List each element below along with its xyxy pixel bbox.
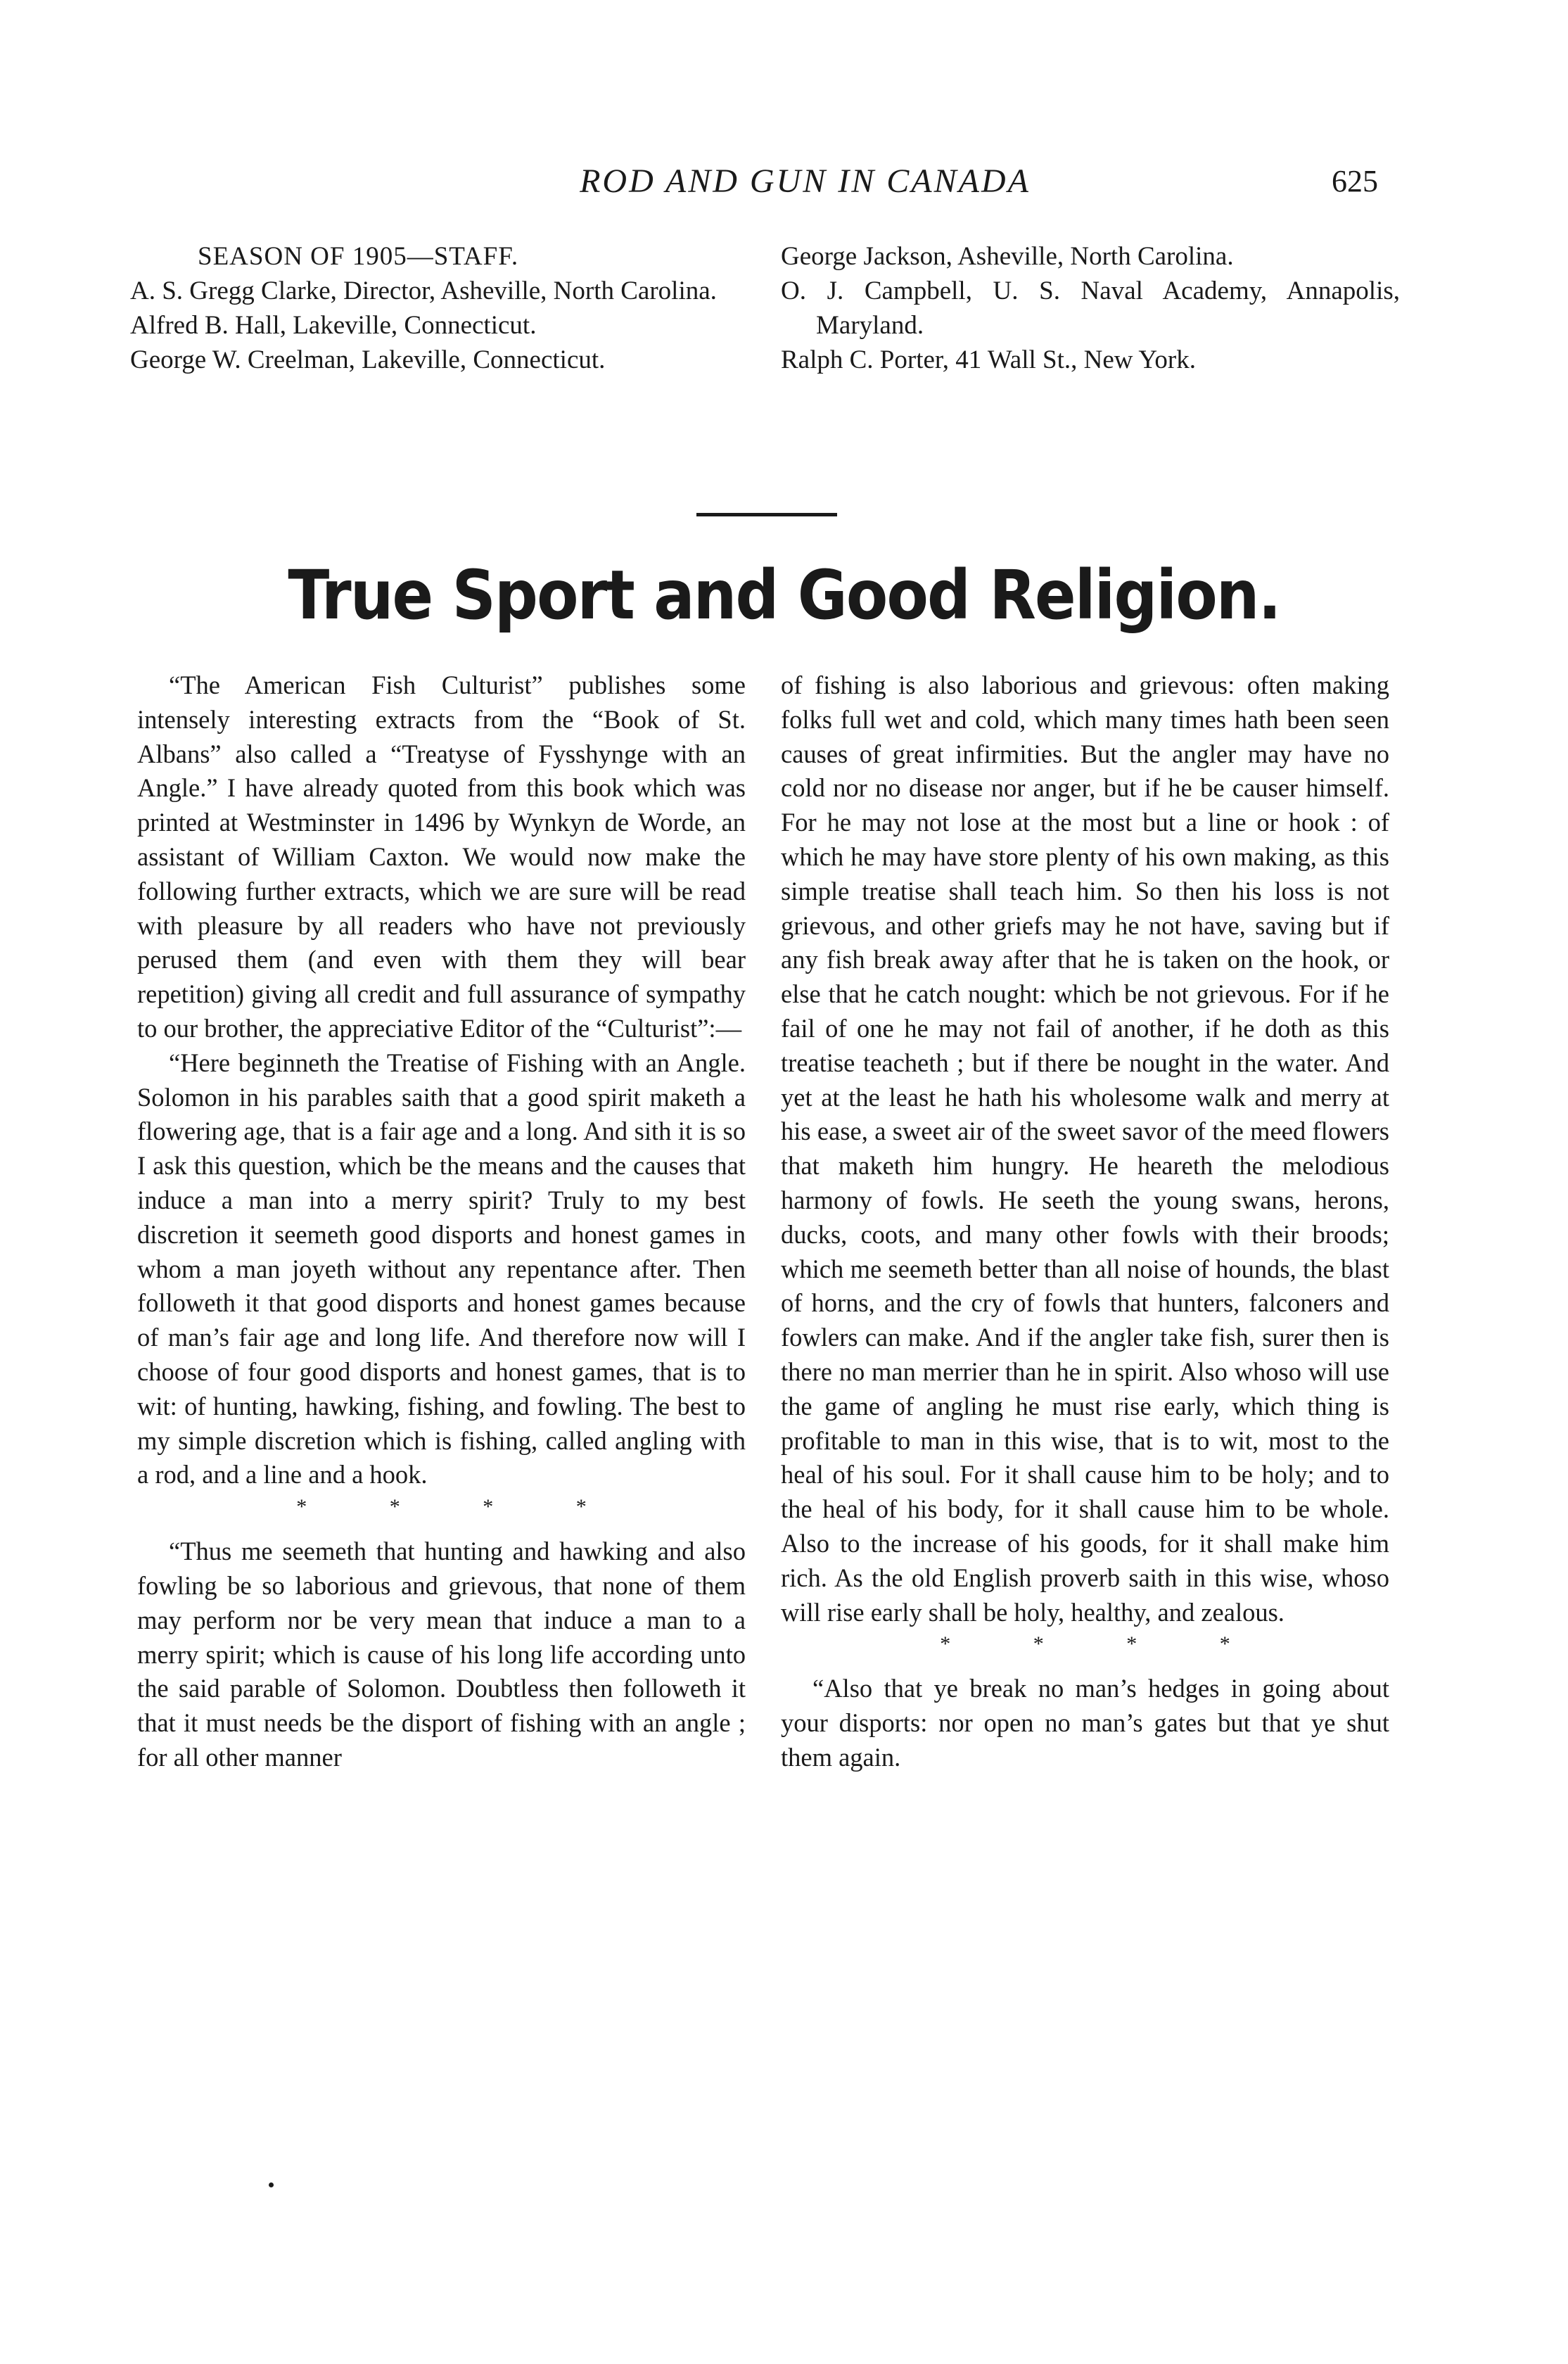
article-paragraph: “Thus me seemeth that hunting and hawking and also fowling be so laborious and grievous, that none of them may perform nor be very mean that induce a man to a merry spirit; which is cause of his long life according unto the said parable of Solomon. Doubtless then followeth it that it must needs be the disport of fishing with an angle ; for all other manner	[137, 1537, 746, 1772]
article-paragraph: “Also that ye break no man’s hedges in going about your disports: nor open no man’s gates but that ye shut them again.	[781, 1674, 1389, 1772]
article-column-left	[137, 668, 746, 1775]
staff-entry: A. S. Gregg Clarke, Director, Asheville, North Carolina.	[130, 277, 717, 305]
article-paragraph: of fishing is also laborious and grievous: often making folks full wet and cold, which many times hath been seen causes of great infirmities. But the angler may have no cold nor no disease nor anger, but if he be causer himself. For he may not lose at the most but a line or hook : of which he may have store plenty of his own making, as this simple treatise shall teach him. So then his loss is not grievous, and other griefs may he not have, saving but if any fish break away after that he is taken on the hook, or else that he catch nought: which be not grievous. For if he fail of one he may not fail of another, if he doth as this treatise teacheth ; but if there be nought in the water. And yet at the least he hath his wholesome walk and merry at his ease, a sweet air of the sweet savor of the meed flowers that maketh him hungry. He heareth the melodious harmony of fowls. He seeth the young swans, herons, ducks, coots, and many other fowls with their broods; which me seemeth better than all noise of hounds, the blast of horns, and the cry of fowls that hunters, falconers and fowlers can make. And if the angler take fish, surer then is there no man merrier than he in spirit. Also whoso will use the game of angling he must rise early, which thing is profitable to man in this wise, that is to wit, most to the heal of his soul. For it shall cause him to be holy; and to the heal of his body, for it shall cause him to be whole. Also to the increase of his goods, for it shall make him rich. As the old English proverb saith in this wise, whoso will rise early shall be holy, healthy, and zealous.	[781, 671, 1389, 1627]
staff-list-left	[130, 239, 749, 377]
staff-list-right	[781, 239, 1400, 377]
article-paragraph: “The American Fish Culturist” publishes some intensely interesting extracts from the “Book of St. Albans” also called a “Treatyse of Fysshynge with an Angle.” I have already quoted from this book which was printed at Westminster in 1496 by Wynkyn de Worde, an assistant of William Caxton. We would now make the following further extracts, which we are sure will be read with pleasure by all readers who have not previously perused them (and even with them they will bear repetition) giving all credit and full assurance of sympathy to our brother, the appreciative Editor of the “Culturist”:—	[137, 671, 746, 1043]
staff-heading: SEASON OF 1905—STAFF.	[198, 242, 519, 271]
staff-entry: George Jackson, Asheville, North Carolina.	[781, 242, 1234, 271]
running-head	[0, 162, 1568, 211]
staff-entry: Ralph C. Porter, 41 Wall St., New York.	[781, 345, 1196, 374]
running-head-title: ROD AND GUN IN CANADA	[580, 163, 1031, 200]
section-divider	[696, 513, 837, 516]
staff-entry: George W. Creelman, Lakeville, Connecticut.	[130, 345, 606, 374]
article-title: True Sport and Good Religion.	[288, 556, 1280, 635]
print-speck	[269, 2182, 274, 2187]
section-break-stars: * * * *	[296, 1495, 625, 1519]
staff-entry: Alfred B. Hall, Lakeville, Connecticut.	[130, 311, 537, 340]
staff-entry: O. J. Campbell, U. S. Naval Academy, Annapolis, Maryland.	[781, 277, 1400, 340]
section-break-stars: * * * *	[940, 1632, 1269, 1656]
page-number: 625	[1332, 164, 1378, 198]
article-column-right	[781, 668, 1389, 1775]
article-paragraph: “Here beginneth the Treatise of Fishing with an Angle. Solomon in his parables saith that a good spirit maketh a flowering age, that is a fair age and a long. And sith it is so I ask this question, which be the means and the causes that induce a man into a merry spirit? Truly to my best discretion it seemeth good disports and honest games in whom a man joyeth without any repentance after. Then followeth it that good disports and honest games because of man’s fair age and long life. And therefore now will I choose of four good disports and honest games, that is to wit: of hunting, hawking, fishing, and fowling. The best to my simple discretion which is fishing, called angling with a rod, and a line and a hook.	[137, 1048, 746, 1489]
